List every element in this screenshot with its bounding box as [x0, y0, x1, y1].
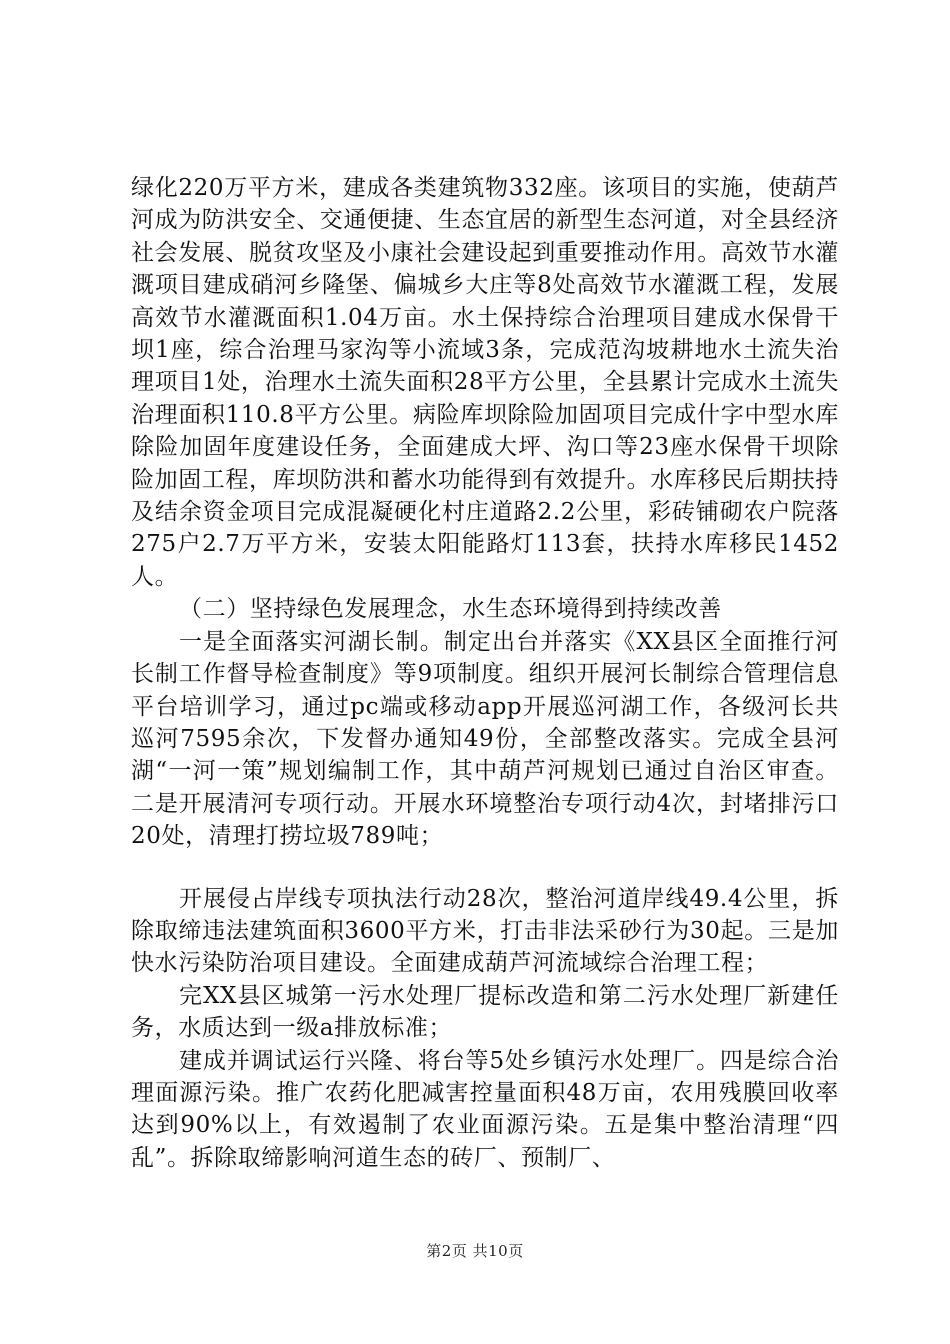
document-body: [131, 172, 839, 1174]
paragraph-3: 一是全面落实河湖长制。制定出台并落实《XX县区全面推行河长制工作督导检查制度》等9项制度。组织开展河长制综合管理信息平台培训学习，通过pc端或移动app开展巡河湖工作，各级河长共巡河7595余次，下发督办通知49份，全部整改落实。完成全县河湖“一河一策”规划编制工作，其中葫芦河规划已通过自治区审查。二是开展清河专项行动。开展水环境整治专项行动4次，封堵排污口20处，清理打捞垃圾789吨；: [131, 628, 839, 850]
paragraph-4: 开展侵占岸线专项执法行动28次，整治河道岸线49.4公里，拆除取缔违法建筑面积3600平方米，打击非法采砂行为30起。三是加快水污染防治项目建设。全面建成葫芦河流域综合治理工程；: [131, 885, 839, 977]
paragraph-5: 完XX县区城第一污水处理厂提标改造和第二污水处理厂新建任务，水质达到一级a排放标准；: [131, 982, 839, 1042]
paragraph-1: 绿化220万平方米，建成各类建筑物332座。该项目的实施，使葫芦河成为防洪安全、交通便捷、生态宜居的新型生态河道，对全县经济社会发展、脱贫攻坚及小康社会建设起到重要推动作用。高效节水灌溉项目建成硝河乡隆堡、偏城乡大庄等8处高效节水灌溉工程，发展高效节水灌溉面积1.04万亩。水土保持综合治理项目建成水保骨干坝1座，综合治理马家沟等小流域3条，完成范沟坡耕地水土流失治理项目1处，治理水土流失面积28平方公里，全县累计完成水土流失治理面积110.8平方公里。病险库坝除险加固项目完成什字中型水库除险加固年度建设任务，全面建成大坪、沟口等23座水保骨干坝除险加固工程，库坝防洪和蓄水功能得到有效提升。水库移民后期扶持及结余资金项目完成混凝硬化村庄道路2.2公里，彩砖铺砌农户院落275户2.7万平方米，安装太阳能路灯113套，扶持水库移民1452人。: [131, 175, 839, 590]
paragraph-6: 建成并调试运行兴隆、将台等5处乡镇污水处理厂。四是综合治理面源污染。推广农药化肥减害控量面积48万亩，农用残膜回收率达到90%以上，有效遏制了农业面源污染。五是集中整治清理“四乱”。拆除取缔影响河道生态的砖厂、预制厂、: [131, 1047, 839, 1171]
section-heading: （二）坚持绿色发展理念，水生态环境得到持续改善: [179, 596, 722, 623]
page-number-footer: 第2页 共10页: [426, 1242, 524, 1260]
